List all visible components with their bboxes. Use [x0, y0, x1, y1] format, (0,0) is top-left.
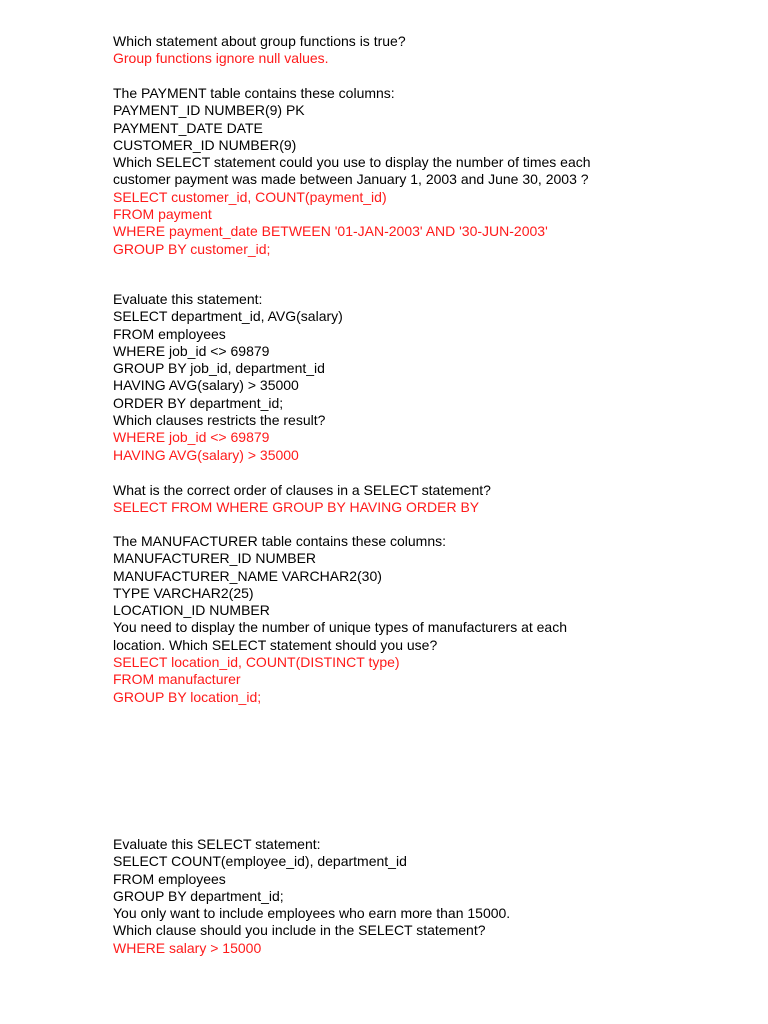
qa-item	[113, 836, 733, 957]
answer-line: SELECT location_id, COUNT(DISTINCT type)	[113, 654, 400, 671]
question-line: Which clause should you include in the SELECT statement?	[113, 922, 486, 939]
answer-line: SELECT customer_id, COUNT(payment_id)	[113, 188, 387, 205]
question-line: Evaluate this statement:	[113, 291, 263, 307]
qa-item	[113, 33, 733, 68]
question-line: MANUFACTURER_ID NUMBER	[113, 550, 317, 567]
question-line: PAYMENT_DATE DATE	[113, 119, 263, 136]
answer-line: FROM manufacturer	[113, 671, 241, 688]
question-line: customer payment was made between January 1, 2003 and June 30, 2003 ?	[113, 171, 589, 188]
question-line: The MANUFACTURER table contains these columns:	[113, 533, 447, 549]
qa-item	[113, 291, 733, 464]
answer-line: WHERE salary > 15000	[113, 939, 262, 956]
question-line: Which SELECT statement could you use to display the number of times each	[113, 154, 591, 171]
answer-line: WHERE payment_date BETWEEN '01-JAN-2003' AND '30-JUN-2003'	[113, 223, 548, 240]
question-line: PAYMENT_ID NUMBER(9) PK	[113, 102, 305, 119]
qa-item	[113, 482, 733, 517]
answer-line: SELECT FROM WHERE GROUP BY HAVING ORDER BY	[113, 499, 480, 516]
question-line: SELECT department_id, AVG(salary)	[113, 308, 343, 325]
question-line: GROUP BY department_id;	[113, 887, 284, 904]
question-line: ORDER BY department_id;	[113, 394, 284, 411]
question-line: You need to display the number of unique types of manufacturers at each	[113, 619, 568, 636]
answer-line: GROUP BY location_id;	[113, 688, 262, 705]
question-line: You only want to include employees who earn more than 15000.	[113, 905, 511, 922]
question-line: CUSTOMER_ID NUMBER(9)	[113, 136, 297, 153]
question-line: GROUP BY job_id, department_id	[113, 360, 325, 377]
answer-line: Group functions ignore null values.	[113, 50, 329, 67]
answer-line: WHERE job_id <> 69879	[113, 429, 270, 446]
question-line: MANUFACTURER_NAME VARCHAR2(30)	[113, 567, 382, 584]
qa-item	[113, 533, 733, 706]
qa-item	[113, 85, 733, 258]
question-line: Which statement about group functions is true?	[113, 33, 406, 49]
question-line: HAVING AVG(salary) > 35000	[113, 377, 299, 394]
question-line: FROM employees	[113, 325, 226, 342]
question-line: WHERE job_id <> 69879	[113, 342, 270, 359]
question-line: FROM employees	[113, 870, 226, 887]
question-line: Which clauses restricts the result?	[113, 412, 326, 429]
question-line: location. Which SELECT statement should you use?	[113, 636, 438, 653]
answer-line: FROM payment	[113, 206, 212, 223]
question-line: TYPE VARCHAR2(25)	[113, 584, 254, 601]
answer-line: GROUP BY customer_id;	[113, 240, 271, 257]
question-line: LOCATION_ID NUMBER	[113, 602, 270, 619]
question-line: What is the correct order of clauses in a SELECT statement?	[113, 482, 491, 498]
question-line: SELECT COUNT(employee_id), department_id	[113, 853, 407, 870]
answer-line: HAVING AVG(salary) > 35000	[113, 446, 299, 463]
question-line: Evaluate this SELECT statement:	[113, 836, 321, 852]
question-line: The PAYMENT table contains these columns:	[113, 85, 395, 101]
